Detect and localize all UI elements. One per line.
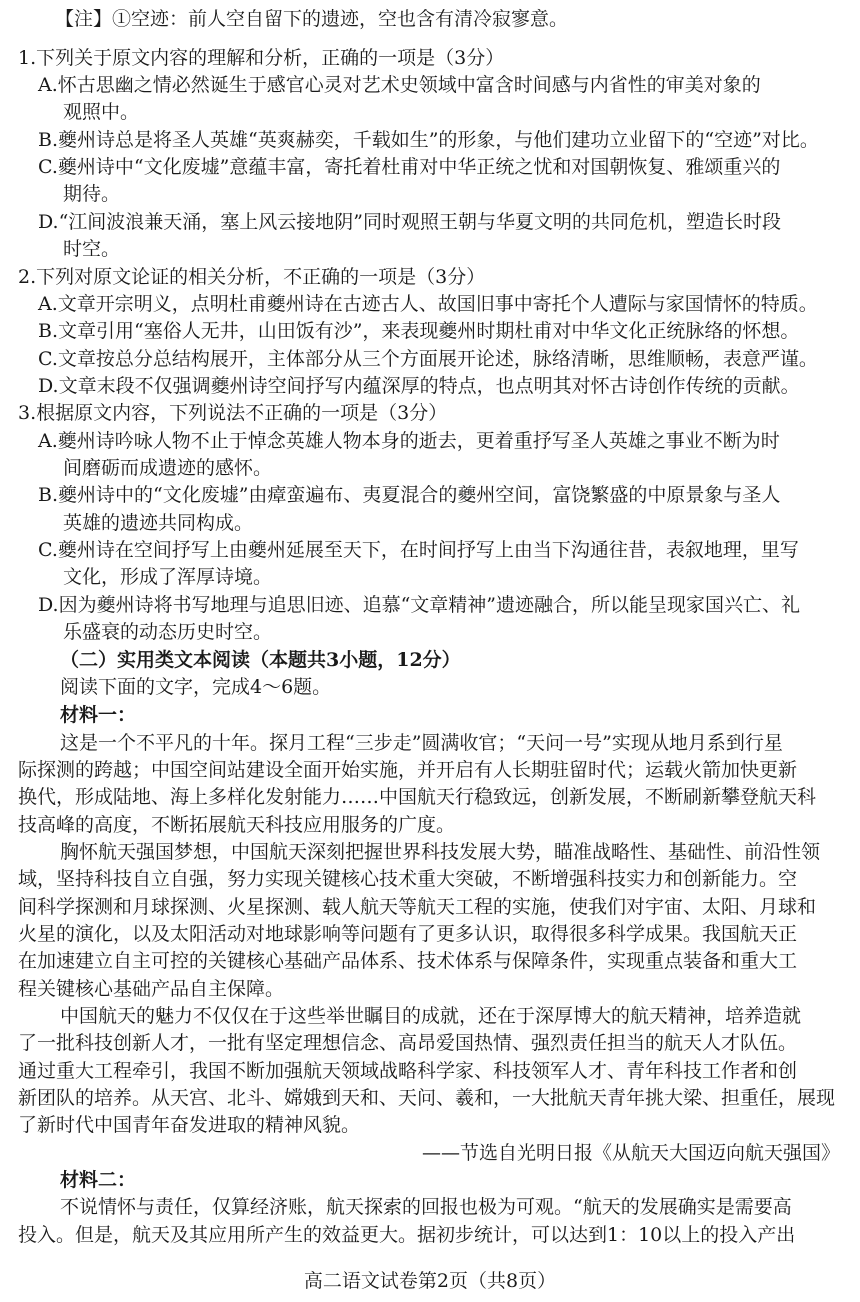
q1-option-b: B.夔州诗总是将圣人英雄“英爽赫奕，千载如生”的形象，与他们建功立业留下的“空迹”对比。 [38,129,819,151]
q2-option-c: C.文章按总分总结构展开，主体部分从三个方面展开论述，脉络清晰，思维顺畅，表意严谨。 [38,348,818,370]
q3-stem: 3.根据原文内容，下列说法不正确的一项是（3分） [18,402,448,424]
q3-option-d: D.因为夔州诗将书写地理与追思旧迹、追慕“文章精神”遗迹融合，所以能呈现家国兴亡、礼 [38,594,801,616]
q2-option-a: A.文章开宗明义，点明杜甫夔州诗在古迹古人、故国旧事中寄托个人遭际与家国情怀的特质。 [38,293,818,315]
material-one-p3-line: 通过重大工程牵引，我国不断加强航天领域战略科学家、科技领军人才、青年科技工作者和创 [18,1060,798,1082]
material-one-label: 材料一： [60,704,137,726]
material-one-p3-line: 了新时代中国青年奋发进取的精神风貌。 [18,1114,361,1136]
material-two-label: 材料二： [60,1169,137,1191]
material-one-p2-line: 域，坚持科技自立自强，努力实现关键核心技术重大突破，不断增强科技实力和创新能力。空 [18,868,798,890]
material-one-p2-line: 在加速建立自主可控的关键核心基础产品体系、技术体系与保障条件，实现重点装备和重大工 [18,950,798,972]
q3-option-c: C.夔州诗在空间抒写上由夔州延展至天下，在时间抒写上由当下沟通往昔，表叙地理，里写 [38,539,799,561]
q1-option-d: D.“江间波浪兼天涌，塞上风云接地阴”同时观照王朝与华夏文明的共同危机，塑造长时段 [38,211,782,233]
material-one-p1-line: 际探测的跨越；中国空间站建设全面开始实施，并开启有人长期驻留时代；运载火箭加快更新 [18,759,798,781]
material-one-p1-line: 这是一个不平凡的十年。探月工程“三步走”圆满收官；“天问一号”实现从地月系到行星 [60,732,783,754]
material-one-p2-line: 程关键核心基础产品自主保障。 [18,978,285,1000]
q3-option-d-cont: 乐盛衰的动态历史时空。 [63,621,273,643]
q1-stem: 1.下列关于原文内容的理解和分析，正确的一项是（3分） [18,47,505,69]
q2-stem: 2.下列对原文论证的相关分析，不正确的一项是（3分） [18,266,486,288]
q1-option-c-cont: 期待。 [63,183,121,205]
material-one-p2-line: 火星的演化，以及太阳活动对地球影响等问题有了更多认识，取得很多科学成果。我国航天正 [18,923,798,945]
q3-option-a-cont: 间磨砺而成遗迹的感怀。 [63,457,273,479]
footnote: 【注】①空迹：前人空自留下的遗迹，空也含有清冷寂寥意。 [55,8,569,30]
page-footer: 高二语文试卷第2页（共8页） [303,1270,557,1292]
material-one-p1-line: 技高峰的高度，不断拓展航天科技应用服务的广度。 [18,814,456,836]
q3-option-a: A.夔州诗吟咏人物不止于悼念英雄人物本身的逝去，更着重抒写圣人英雄之事业不断为时 [38,430,780,452]
q1-option-a: A.怀古思幽之情必然诞生于感官心灵对艺术史领域中富含时间感与内省性的审美对象的 [38,74,761,96]
q1-option-a-cont: 观照中。 [63,101,140,123]
q3-option-b-cont: 英雄的遗迹共同构成。 [63,512,254,534]
section-title: （二）实用类文本阅读（本题共3小题，12分） [60,649,461,671]
q1-option-d-cont: 时空。 [63,238,121,260]
material-one-source: ——节选自光明日报《从航天大国迈向航天强国》 [421,1142,840,1164]
material-one-p3-line: 新团队的培养。从天宫、北斗、嫦娥到天和、天问、羲和，一大批航天青年挑大梁、担重任，展现 [18,1087,836,1109]
material-one-p3-line: 了一批科技创新人才，一批有坚定理想信念、高昂爱国热情、强烈责任担当的航天人才队伍。 [18,1032,798,1054]
q3-option-c-cont: 文化，形成了浑厚诗境。 [63,566,273,588]
material-one-p3-line: 中国航天的魅力不仅仅在于这些举世瞩目的成就，还在于深厚博大的航天精神，培养造就 [60,1005,802,1027]
q2-option-b: B.文章引用“塞俗人无井，山田饭有沙”，来表现夔州时期杜甫对中华文化正统脉络的怀想。 [38,320,800,342]
material-one-p1-line: 换代，形成陆地、海上多样化发射能力……中国航天行稳致远，创新发展，不断刷新攀登航天科 [18,786,817,808]
material-two-p1-line: 投入。但是，航天及其应用所产生的效益更大。据初步统计，可以达到1：10以上的投入产出 [18,1224,796,1246]
section-instruction: 阅读下面的文字，完成4～6题。 [60,676,332,698]
q2-option-d: D.文章末段不仅强调夔州诗空间抒写内蕴深厚的特点，也点明其对怀古诗创作传统的贡献。 [38,375,800,397]
material-one-p2-line: 胸怀航天强国梦想，中国航天深刻把握世界科技发展大势，瞄准战略性、基础性、前沿性领 [60,841,821,863]
material-two-p1-line: 不说情怀与责任，仅算经济账，航天探索的回报也极为可观。“航天的发展确实是需要高 [60,1196,792,1218]
q3-option-b: B.夔州诗中的“文化废墟”由瘴蛮遍布、夷夏混合的夔州空间，富饶繁盛的中原景象与圣人 [38,484,781,506]
material-one-p2-line: 间科学探测和月球探测、火星探测、载人航天等航天工程的实施，使我们对宇宙、太阳、月球和 [18,896,817,918]
q1-option-c: C.夔州诗中“文化废墟”意蕴丰富，寄托着杜甫对中华正统之忧和对国朝恢复、雅颂重兴的 [38,156,781,178]
